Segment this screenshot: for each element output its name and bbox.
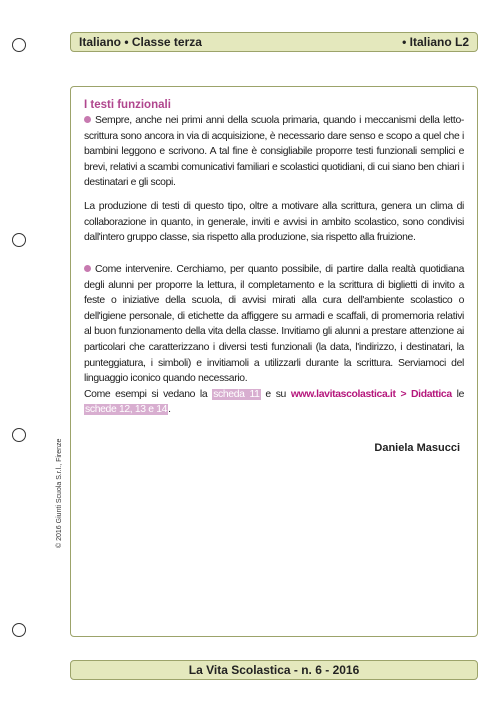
binder-hole-4 (12, 623, 26, 637)
schede-reference: schede 12, 13 e 14 (85, 404, 168, 416)
copyright-notice: © 2016 Giunti Scuola S.r.l., Firenze (56, 438, 63, 548)
paragraph-intro (84, 113, 464, 191)
footer-bar (70, 660, 478, 680)
section-title: I testi funzionali (84, 99, 171, 111)
header-subject: Italiano • Classe terza (79, 35, 202, 49)
examples-middle: e su (260, 388, 291, 400)
binder-hole-3 (12, 428, 26, 442)
scheda-reference: scheda 11 (213, 388, 260, 400)
header-topic: • Italiano L2 (402, 35, 469, 49)
author-signature: Daniela Masucci (374, 442, 460, 454)
header-bar (70, 32, 478, 52)
examples-end: . (168, 404, 171, 416)
footer-issue: La Vita Scolastica - n. 6 - 2016 (188, 663, 360, 677)
bullet-icon (84, 265, 91, 272)
paragraph-3-text: Come intervenire. Cerchiamo, per quanto possibile, di partire dalla realtà quotidiana degli alunni per proporre la lettura, il completamento e la scrittura di biglietti di invito a feste o iniziative della scuola, di avvisi mirati alla cura dell'ambiente scolastico o dell'igiene personale, di etichette da affiggere su armadi e scaffali, di promemoria relativi al buon funzionamento della vita della classe. Invitiamo gli alunni a prestare attenzione ai particolari che caratterizzano i diversi testi funzionali (la data, l'indirizzo, i destinatari, la punteggiatura, i simboli) e invitiamoli a utilizzarli durante la scrittura. Serviamoci del linguaggio iconico quando necessario. (84, 264, 464, 385)
binder-hole-1 (12, 38, 26, 52)
bullet-icon (84, 116, 91, 123)
examples-le: le (451, 388, 464, 400)
paragraph-how-to (84, 262, 464, 418)
paragraph-2-text: La produzione di testi di questo tipo, oltre a motivare alla scrittura, genera un clima di collaborazione in quanto, in generale, inviti e avvisi in ambito scolastico, sono condivisi dall'intero gruppo classe, sia rispetto alla produzione, sia rispetto alla fruizione. (84, 201, 464, 244)
binder-hole-2 (12, 233, 26, 247)
website-link[interactable]: www.lavitascolastica.it > Didattica (290, 388, 452, 400)
paragraph-1-text: Sempre, anche nei primi anni della scuola primaria, quando i meccanismi della letto-scrittura sono ancora in via di acquisizione, è necessario dare senso e scopo a quel che i bambini leggono e scrivono. A tal fine è consigliabile proporre testi funzionali semplici e brevi, relativi a scambi comunicativi familiari e scolastici quotidiani, di cui siano ben chiari i destinatari e gli scopi. (84, 115, 464, 189)
paragraph-production (84, 199, 464, 246)
examples-prefix: Come esempi si vedano la (84, 388, 213, 400)
